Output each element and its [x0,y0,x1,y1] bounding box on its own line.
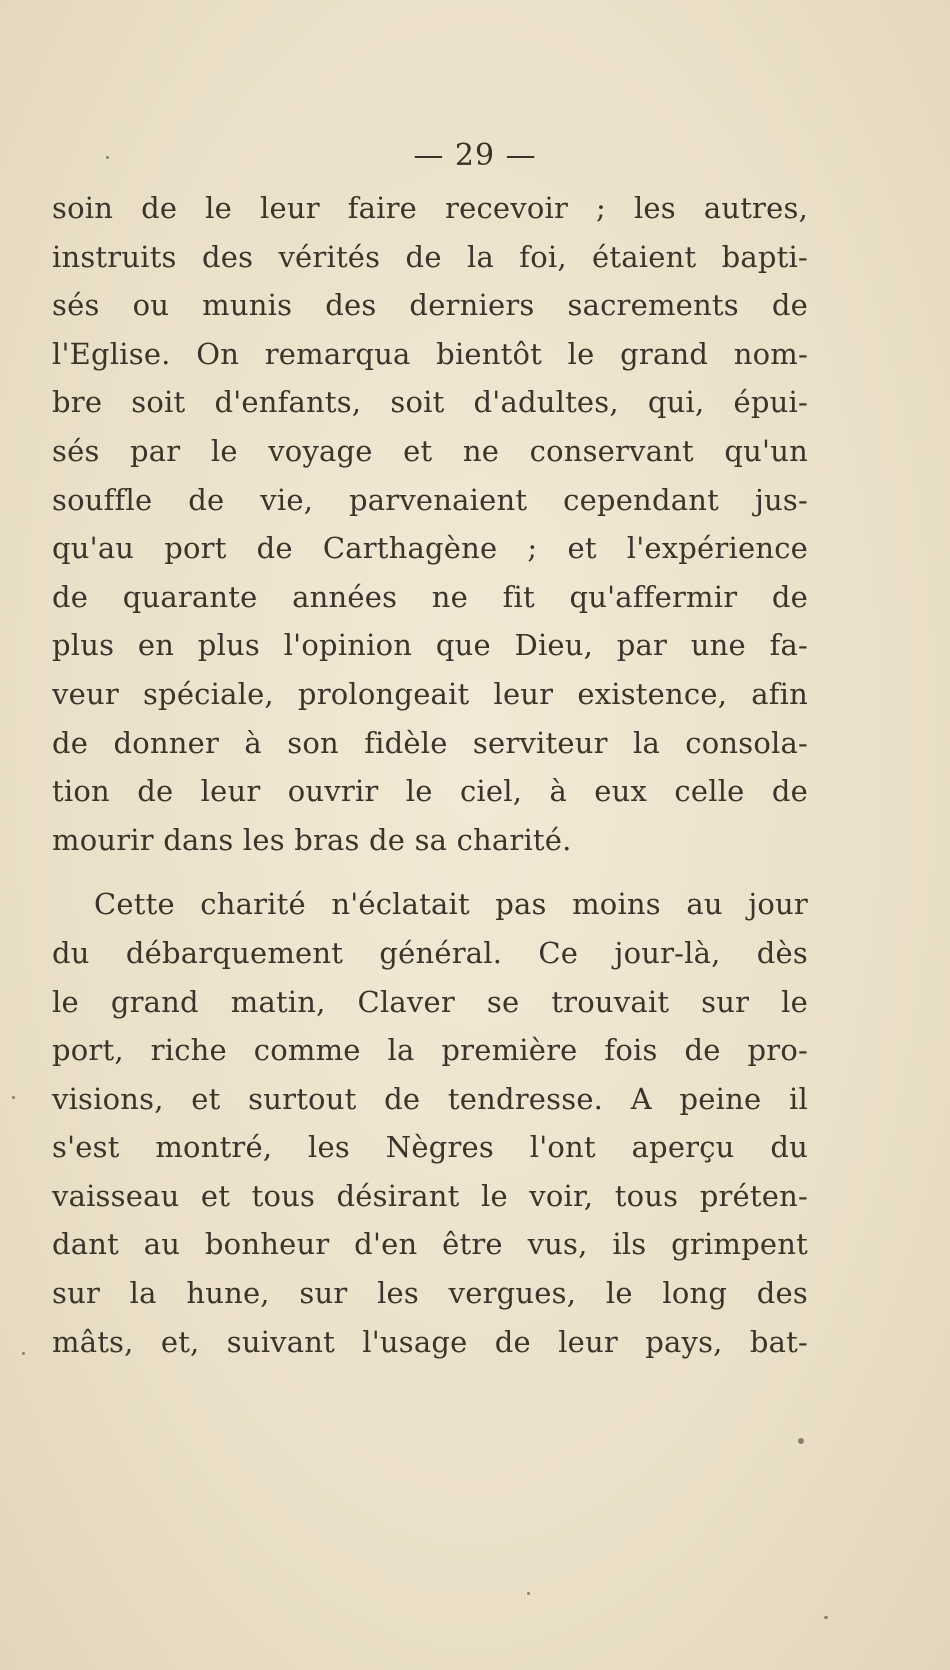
text-line: mâts, et, suivant l'usage de leur pays, bat- [52,1324,808,1359]
text-line: soin de le leur faire recevoir ; les autres, [52,191,808,225]
text-line: bre soit d'enfants, soit d'adultes, qui, épui- [52,385,808,420]
text-line: Cette charité n'éclatait pas moins au jour [94,887,808,922]
text-line: tion de leur ouvrir le ciel, à eux celle de [52,774,808,809]
paper-speck [106,156,109,159]
text-line: vaisseau et tous désirant le voir, tous préten- [52,1178,808,1213]
text-line: sés ou munis des derniers sacrements de [52,288,808,323]
paragraph-gap [52,864,808,880]
text-line: mourir dans les bras de sa charité. [52,822,572,857]
paragraph [52,880,808,1366]
text-line: sur la hune, sur les vergues, le long des [52,1276,808,1311]
text-line: port, riche comme la première fois de pro- [52,1033,808,1068]
text-line: de donner à son fidèle serviteur la consola- [52,725,808,760]
paper-speck [798,1438,804,1444]
text-line: veur spéciale, prolongeait leur existence, afin [52,676,808,711]
text-line: plus en plus l'opinion que Dieu, par une fa- [52,628,808,663]
page-number: — 29 — [413,138,537,173]
paper-speck [12,1096,15,1099]
paper-speck [824,1616,828,1619]
paragraph [52,184,808,864]
text-line: instruits des vérités de la foi, étaient bapti- [52,239,808,274]
paper-speck [22,1352,25,1355]
paper-speck [527,1592,530,1595]
text-line: s'est montré, les Nègres l'ont aperçu du [52,1130,808,1165]
text-line: qu'au port de Carthagène ; et l'expérience [52,531,808,566]
text-line: dant au bonheur d'en être vus, ils grimpent [52,1227,808,1262]
text-line: de quarante années ne fit qu'affermir de [52,579,808,614]
text-line: l'Eglise. On remarqua bientôt le grand nom- [52,336,808,371]
text-line: le grand matin, Claver se trouvait sur le [52,984,808,1019]
text-line: sés par le voyage et ne conservant qu'un [52,433,808,468]
text-line: visions, et surtout de tendresse. A peine il [52,1081,808,1116]
body-text [52,184,808,1366]
text-line: du débarquement général. Ce jour-là, dès [52,935,808,970]
text-line: souffle de vie, parvenaient cependant jus- [52,482,808,517]
